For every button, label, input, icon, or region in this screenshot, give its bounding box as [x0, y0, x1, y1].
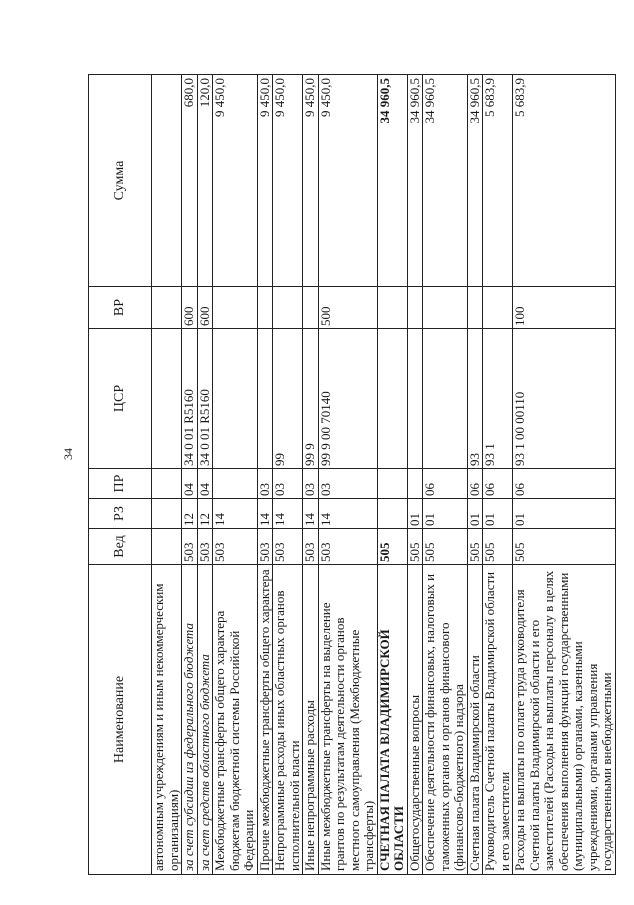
- cell-vr: 500: [318, 287, 377, 329]
- table-row: [213, 75, 258, 875]
- cell-ved: 505: [513, 529, 616, 565]
- cell-sum: 34 960,5: [423, 75, 468, 287]
- cell-rz: 12: [197, 499, 213, 529]
- cell-name: Межбюджетные трансферты общего характера бюджетам бюджетной системы Российской Федерации: [213, 565, 258, 875]
- cell-vr: [257, 287, 273, 329]
- cell-rz: 14: [257, 499, 273, 529]
- cell-csr: [423, 329, 468, 469]
- cell-sum: 5 683,9: [513, 75, 616, 287]
- cell-csr: 93: [467, 329, 483, 469]
- table-row: [513, 75, 616, 875]
- cell-name: за счет средств областного бюджета: [197, 565, 213, 875]
- cell-vr: 100: [513, 287, 616, 329]
- cell-rz: 12: [182, 499, 198, 529]
- cell-sum: 120,0: [197, 75, 213, 287]
- cell-sum: 9 450,0: [273, 75, 303, 287]
- cell-csr: 93 1 00 00110: [513, 329, 616, 469]
- cell-rz: 14: [213, 499, 258, 529]
- cell-csr: 34 0 01 R5160: [182, 329, 198, 469]
- cell-vr: [303, 287, 319, 329]
- cell-csr: 99 9: [303, 329, 319, 469]
- table-viewport: [88, 75, 614, 875]
- table-row: [303, 75, 319, 875]
- cell-vr: [467, 287, 483, 329]
- cell-csr: [152, 329, 182, 469]
- cell-pr: 03: [273, 469, 303, 499]
- cell-name: Иные межбюджетные трансферты на выделение грантов по результатам деятельности органов местного самоуправления (Межбюджетные трансферты): [318, 565, 377, 875]
- cell-ved: 503: [213, 529, 258, 565]
- cell-name: Иные непрограммные расходы: [303, 565, 319, 875]
- cell-ved: 503: [318, 529, 377, 565]
- cell-rz: 14: [273, 499, 303, 529]
- cell-sum: 34 960,5: [467, 75, 483, 287]
- cell-pr: 03: [303, 469, 319, 499]
- cell-ved: 505: [407, 529, 423, 565]
- cell-pr: 03: [257, 469, 273, 499]
- cell-ved: 505: [467, 529, 483, 565]
- cell-name: Расходы на выплаты по оплате труда руководителя Счетной палаты Владимирской области и его заместителей (Расходы на выплаты персоналу в целях обеспечения выполнения функций государственными (муниципальными) органами, казенными учреждениями, органами управления государственными внебюджетными: [513, 565, 616, 875]
- cell-sum: 9 450,0: [318, 75, 377, 287]
- cell-name: Общегосударственные вопросы: [407, 565, 423, 875]
- cell-vr: [213, 287, 258, 329]
- cell-ved: 503: [182, 529, 198, 565]
- cell-pr: 06: [467, 469, 483, 499]
- cell-csr: 99 9 00 70140: [318, 329, 377, 469]
- cell-csr: [257, 329, 273, 469]
- cell-ved: [152, 529, 182, 565]
- header-name: Наименование: [89, 565, 152, 875]
- table-row: [257, 75, 273, 875]
- cell-name: Непрограммные расходы иных областных органов исполнительной власти: [273, 565, 303, 875]
- cell-pr: 06: [423, 469, 468, 499]
- cell-pr: 06: [483, 469, 513, 499]
- cell-rz: 14: [303, 499, 319, 529]
- cell-name: СЧЕТНАЯ ПАЛАТА ВЛАДИМИРСКОЙ ОБЛАСТИ: [377, 565, 407, 875]
- cell-rz: 01: [423, 499, 468, 529]
- header-csr: ЦСР: [89, 329, 152, 469]
- cell-vr: [483, 287, 513, 329]
- cell-pr: [407, 469, 423, 499]
- cell-rz: 01: [467, 499, 483, 529]
- cell-csr: 99: [273, 329, 303, 469]
- table-row: [423, 75, 468, 875]
- cell-name: за счет субсидии из федерального бюджета: [182, 565, 198, 875]
- header-ved: Вед: [89, 529, 152, 565]
- cell-vr: 600: [197, 287, 213, 329]
- header-pr: ПР: [89, 469, 152, 499]
- cell-vr: [407, 287, 423, 329]
- cell-ved: 505: [483, 529, 513, 565]
- cell-csr: [213, 329, 258, 469]
- cell-pr: 06: [513, 469, 616, 499]
- cell-ved: 505: [423, 529, 468, 565]
- cell-sum: 9 450,0: [213, 75, 258, 287]
- cell-vr: [273, 287, 303, 329]
- cell-sum: [152, 75, 182, 287]
- cell-csr: 93 1: [483, 329, 513, 469]
- cell-csr: [377, 329, 407, 469]
- cell-vr: 600: [182, 287, 198, 329]
- cell-rz: 14: [318, 499, 377, 529]
- cell-rz: [377, 499, 407, 529]
- header-sum: Сумма: [89, 75, 152, 287]
- cell-vr: [152, 287, 182, 329]
- cell-sum: 34 960,5: [377, 75, 407, 287]
- table-row: [377, 75, 407, 875]
- cell-rz: 01: [407, 499, 423, 529]
- table-row: [407, 75, 423, 875]
- cell-ved: 503: [303, 529, 319, 565]
- cell-sum: 34 960,5: [407, 75, 423, 287]
- table-row: [152, 75, 182, 875]
- cell-sum: 9 450,0: [257, 75, 273, 287]
- cell-pr: 04: [182, 469, 198, 499]
- cell-pr: [377, 469, 407, 499]
- cell-rz: [152, 499, 182, 529]
- cell-sum: 5 683,9: [483, 75, 513, 287]
- cell-name: Счетная палата Владимирской области: [467, 565, 483, 875]
- cell-vr: [377, 287, 407, 329]
- cell-pr: 04: [197, 469, 213, 499]
- cell-sum: 680,0: [182, 75, 198, 287]
- table-row: [273, 75, 303, 875]
- table-row: [467, 75, 483, 875]
- cell-pr: 03: [318, 469, 377, 499]
- table-header-row: [89, 75, 152, 875]
- cell-sum: 9 450,0: [303, 75, 319, 287]
- table-row: [182, 75, 198, 875]
- cell-rz: 01: [513, 499, 616, 529]
- header-vr: ВР: [89, 287, 152, 329]
- table-row: [197, 75, 213, 875]
- cell-ved: 503: [257, 529, 273, 565]
- cell-name: автономным учреждениям и иным некоммерческим организациям): [152, 565, 182, 875]
- header-rz: РЗ: [89, 499, 152, 529]
- cell-name: Руководитель Счетной палаты Владимирской области и его заместители: [483, 565, 513, 875]
- cell-pr: [152, 469, 182, 499]
- cell-ved: 503: [197, 529, 213, 565]
- budget-table: [88, 74, 616, 875]
- cell-rz: 01: [483, 499, 513, 529]
- cell-ved: 503: [273, 529, 303, 565]
- cell-csr: [407, 329, 423, 469]
- cell-csr: 34 0 01 R5160: [197, 329, 213, 469]
- cell-name: Обеспечение деятельности финансовых, налоговых и таможенных органов и органов финансового (финансово-бюджетного) надзора: [423, 565, 468, 875]
- table-row: [483, 75, 513, 875]
- cell-pr: [213, 469, 258, 499]
- page-number: 34: [61, 448, 75, 460]
- table-row: [318, 75, 377, 875]
- cell-ved: 505: [377, 529, 407, 565]
- cell-vr: [423, 287, 468, 329]
- cell-name: Прочие межбюджетные трансферты общего характера: [257, 565, 273, 875]
